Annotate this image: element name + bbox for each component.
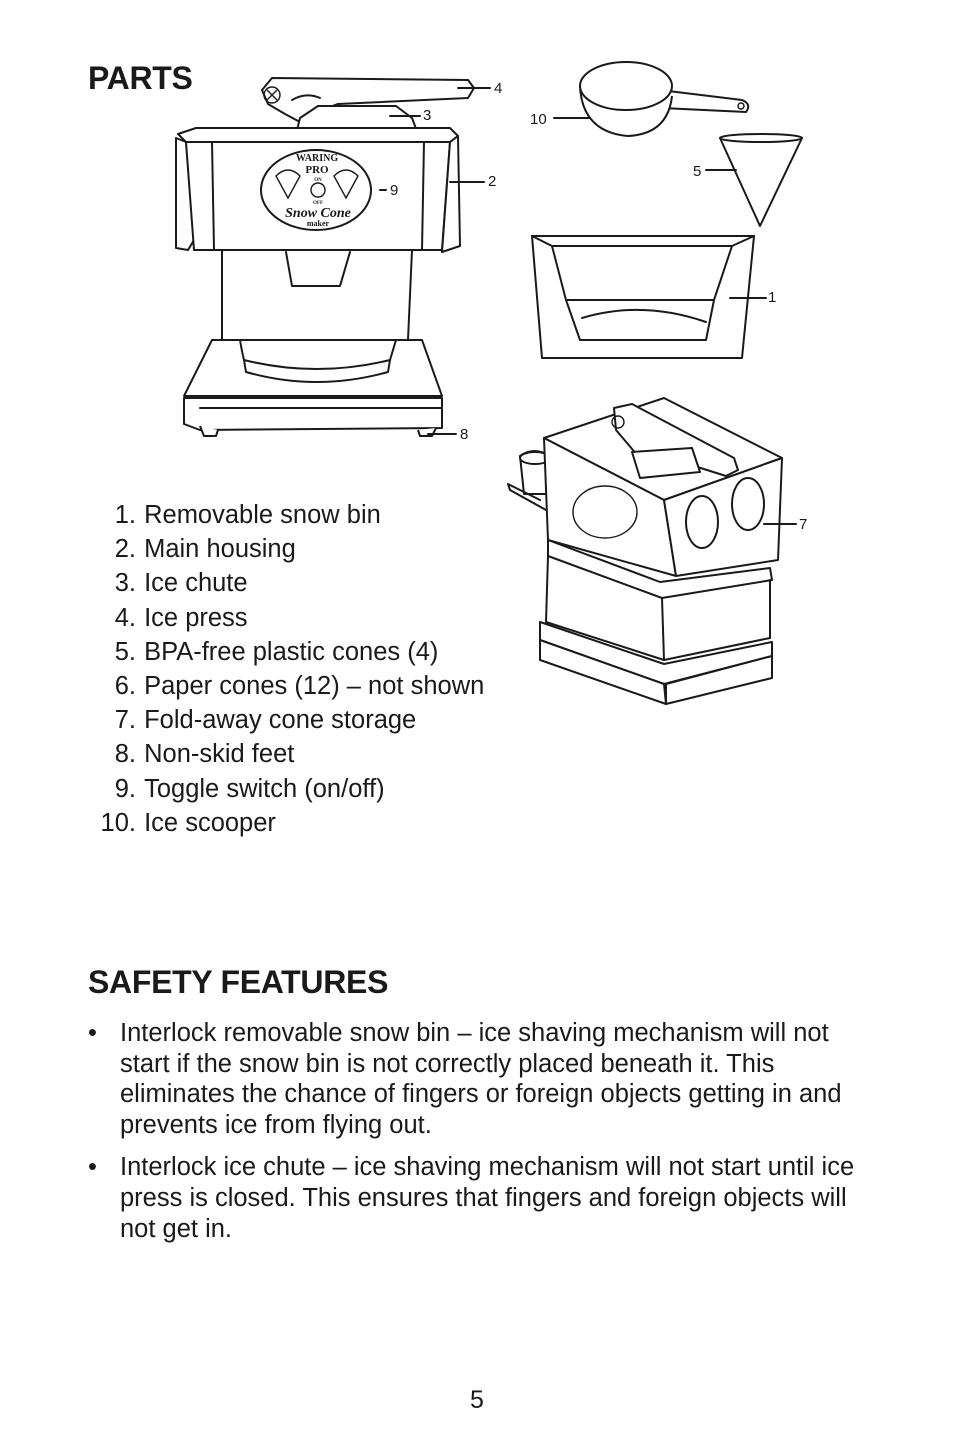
item-label: Paper cones (12) – not shown (144, 672, 485, 701)
item-label: Ice scooper (144, 808, 276, 837)
svg-text:ON: ON (314, 178, 322, 183)
parts-list-item (90, 737, 484, 771)
parts-heading: PARTS (88, 60, 193, 96)
callout-3: 3 (423, 107, 432, 124)
item-number: 7. (114, 706, 136, 735)
callout-8: 8 (460, 426, 469, 443)
item-number: 3. (114, 569, 136, 598)
svg-text:OFF: OFF (313, 201, 323, 206)
page-number: 5 (470, 1386, 484, 1414)
plastic-cone-illustration (693, 134, 802, 226)
ice-scooper-illustration (530, 62, 748, 136)
waring-pro-logo (261, 150, 371, 230)
parts-list-item (90, 498, 484, 532)
item-number: 4. (114, 603, 136, 632)
item-label: Non-skid feet (144, 740, 295, 769)
svg-text:maker: maker (306, 219, 330, 228)
item-label: BPA-free plastic cones (4) (144, 637, 439, 666)
svg-text:Snow Cone: Snow Cone (285, 206, 351, 221)
parts-list-item (90, 669, 484, 703)
item-label: Main housing (144, 535, 296, 564)
item-label: Fold-away cone storage (144, 706, 417, 735)
bullet: • (88, 1153, 97, 1182)
callout-1: 1 (768, 289, 777, 306)
safety-features-heading: SAFETY FEATURES (88, 964, 389, 1000)
svg-text:WARING: WARING (295, 153, 339, 164)
item-label: Ice press (144, 603, 248, 632)
safety-features-list (88, 1018, 878, 1256)
item-number: 2. (114, 535, 136, 564)
parts-list (90, 498, 484, 840)
item-number: 10. (100, 808, 136, 837)
item-label: Removable snow bin (144, 501, 381, 529)
callout-9: 9 (390, 182, 399, 199)
parts-list-item (90, 566, 484, 600)
safety-feature-text: Interlock removable snow bin – ice shaving mechanism will not start if the snow bin is not correctly placed beneath it. This eliminates the chance of fingers or foreign objects getting in and prevents ice from flying out. (120, 1019, 842, 1139)
parts-list-item (90, 532, 484, 566)
callout-10: 10 (530, 111, 547, 128)
main-unit-side-illustration (508, 398, 807, 704)
safety-feature-item (88, 1018, 878, 1140)
item-number: 8. (114, 740, 136, 769)
callout-2: 2 (488, 173, 497, 190)
item-number: 6. (114, 672, 136, 701)
callout-7: 7 (799, 516, 808, 533)
snow-bin-illustration (532, 236, 776, 358)
bullet: • (88, 1019, 97, 1047)
parts-list-item (90, 635, 484, 669)
parts-list-item (90, 703, 484, 737)
item-number: 9. (114, 774, 136, 803)
item-label: Ice chute (144, 569, 248, 598)
parts-list-item (90, 806, 484, 840)
main-unit-front-illustration (176, 78, 502, 443)
svg-text:PRO: PRO (305, 164, 329, 176)
item-number: 5. (114, 637, 136, 666)
safety-feature-item (88, 1152, 878, 1244)
parts-list-item (90, 772, 484, 806)
parts-list-item (90, 601, 484, 635)
callout-4: 4 (494, 80, 503, 97)
item-label: Toggle switch (on/off) (144, 774, 385, 803)
callout-5: 5 (693, 163, 702, 180)
item-number: 1. (114, 501, 136, 529)
safety-feature-text: Interlock ice chute – ice shaving mechanism will not start until ice press is closed. This ensures that fingers and foreign objects will not get in. (120, 1153, 855, 1243)
